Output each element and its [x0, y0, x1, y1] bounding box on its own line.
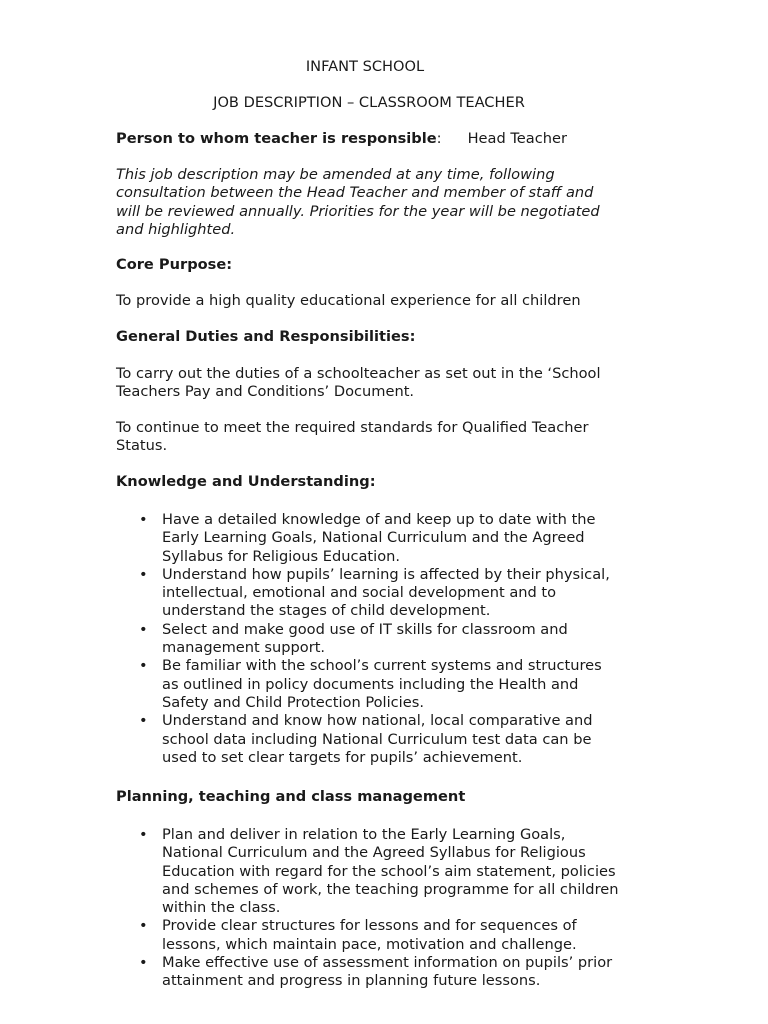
planning-heading: Planning, teaching and class management — [116, 788, 466, 805]
list-item-line: Have a detailed knowledge of and keep up to date with the — [162, 511, 596, 528]
list-item-line: National Curriculum and the Agreed Syllabus for Religious — [162, 844, 586, 862]
job-title: JOB DESCRIPTION – CLASSROOM TEACHER — [213, 94, 525, 111]
list-item-line: and schemes of work, the teaching programme for all children — [162, 880, 619, 898]
list-item-line: attainment and progress in planning future lessons. — [162, 972, 541, 990]
list-item — [116, 917, 676, 954]
list-item — [116, 511, 676, 566]
list-item-line: Understand and know how national, local comparative and — [162, 712, 593, 730]
list-item-line: Understand how pupils’ learning is affected by their physical, — [162, 565, 610, 583]
list-item-line: used to set clear targets for pupils’ achievement. — [162, 748, 523, 766]
list-item — [116, 954, 676, 991]
responsible-label: Person to whom teacher is responsible — [116, 130, 437, 147]
core-purpose-heading: Core Purpose: — [116, 256, 233, 273]
list-item-line: Safety and Child Protection Policies. — [162, 693, 424, 711]
amendment-note-line: consultation between the Head Teacher and member of staff and — [116, 184, 594, 202]
list-item-line: Early Learning Goals, National Curriculum and the Agreed — [162, 529, 585, 547]
list-item-line: Education with regard for the school’s aim statement, policies — [162, 862, 616, 880]
list-item-line: Syllabus for Religious Education. — [162, 547, 401, 565]
list-item — [116, 712, 676, 767]
bullet-icon: • — [139, 511, 148, 528]
bullet-icon: • — [139, 954, 148, 972]
planning-list — [116, 826, 676, 991]
general-duties-para-2 — [116, 419, 661, 456]
list-item-line: intellectual, emotional and social development and to — [162, 584, 557, 602]
list-item-line: Plan and deliver in relation to the Early Learning Goals, — [162, 826, 566, 843]
list-item — [116, 826, 676, 917]
list-item-line: understand the stages of child development. — [162, 602, 491, 620]
knowledge-heading: Knowledge and Understanding: — [116, 473, 376, 490]
bullet-icon: • — [139, 712, 148, 730]
amendment-note-line: and highlighted. — [116, 220, 236, 238]
list-item — [116, 566, 676, 621]
list-item-line: as outlined in policy documents including the Health and — [162, 675, 579, 693]
amendment-note-line: will be reviewed annually. Priorities for the year will be negotiated — [116, 202, 600, 220]
amendment-note-line: This job description may be amended at any time, following — [116, 166, 555, 183]
list-item-line: Select and make good use of IT skills for classroom and — [162, 620, 568, 638]
core-purpose-text: To provide a high quality educational experience for all children — [116, 292, 581, 309]
responsible-line — [116, 130, 661, 148]
paragraph-line: To carry out the duties of a schoolteacher as set out in the ‘School — [116, 365, 601, 382]
amendment-note — [116, 166, 661, 239]
list-item — [116, 657, 676, 712]
list-item-line: management support. — [162, 639, 326, 657]
bullet-icon: • — [139, 917, 148, 935]
school-title: INFANT SCHOOL — [305, 58, 425, 75]
bullet-icon: • — [139, 565, 148, 583]
bullet-icon: • — [139, 657, 148, 675]
responsible-colon: : — [436, 130, 442, 147]
list-item-line: school data including National Curriculum test data can be — [162, 730, 592, 748]
list-item-line: within the class. — [162, 899, 281, 917]
list-item-line: Make effective use of assessment information on pupils’ prior — [162, 954, 613, 972]
knowledge-list — [116, 511, 676, 767]
paragraph-line: Teachers Pay and Conditions’ Document. — [116, 383, 415, 401]
list-item-line: Be familiar with the school’s current systems and structures — [162, 657, 602, 675]
bullet-icon: • — [139, 620, 148, 638]
bullet-icon: • — [139, 826, 148, 843]
list-item — [116, 621, 676, 658]
general-duties-para-1 — [116, 365, 661, 402]
list-item-line: Provide clear structures for lessons and for sequences of — [162, 917, 577, 935]
responsible-value: Head Teacher — [467, 130, 567, 147]
paragraph-line: Status. — [116, 437, 168, 455]
list-item-line: lessons, which maintain pace, motivation and challenge. — [162, 935, 577, 953]
paragraph-line: To continue to meet the required standards for Qualified Teacher — [116, 419, 589, 436]
general-duties-heading: General Duties and Responsibilities: — [116, 328, 416, 345]
